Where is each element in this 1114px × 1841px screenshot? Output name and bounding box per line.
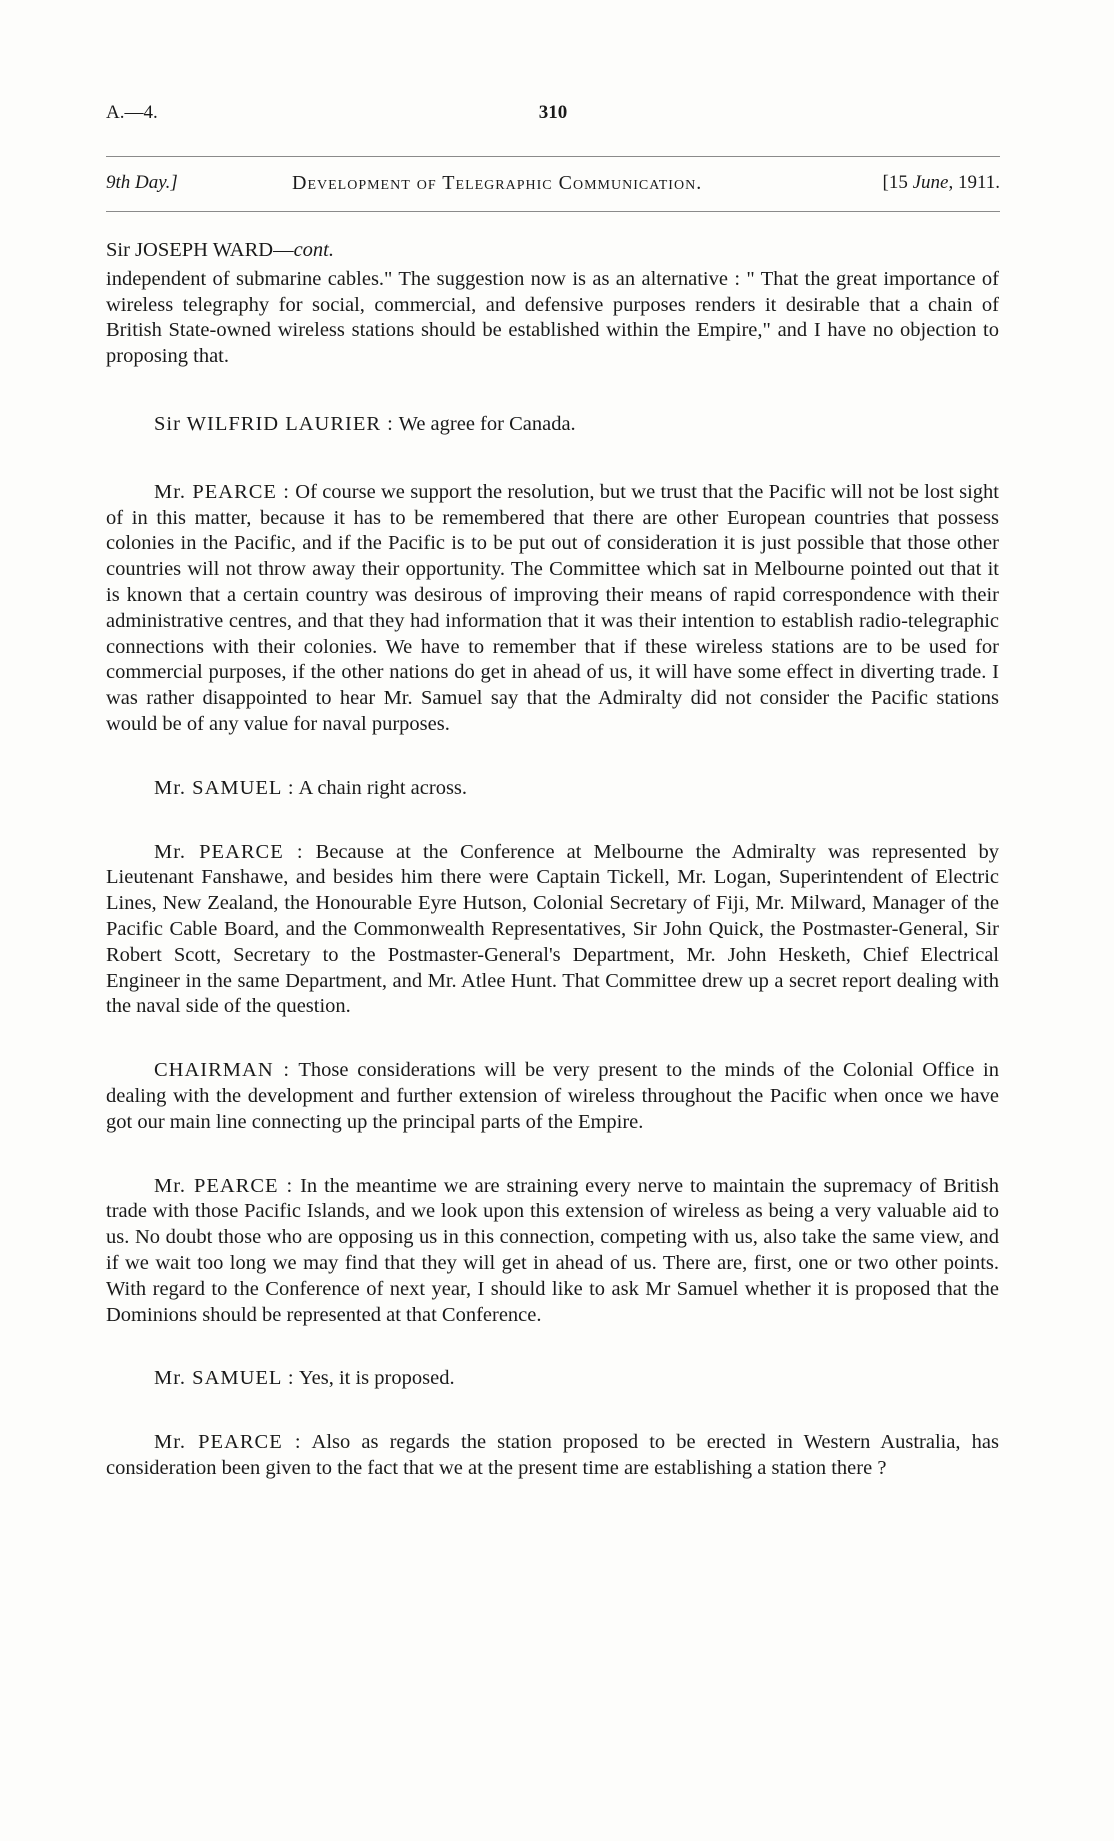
running-title: Development of Telegraphic Communication. [292,172,703,194]
header-rule-bottom [106,211,1000,212]
paragraph-text: Yes, it is proposed. [298,1367,455,1390]
paragraph [106,776,999,802]
speaker-name: Mr. PEARCE : [154,1174,294,1197]
paragraph-text: independent of submarine cables." The suggestion now is as an alternative : " That the great importance of wireless telegraphy for social, commercial, and defensive purposes renders it desirable that a chain of British State-owned wireless stations should be established within the Empire," and I have no objection to proposing that. [106,267,999,368]
paragraph [106,1174,999,1329]
paragraph-text: Those considerations will be very present to the minds of the Colonial Office in dealing with the development and further extension of wireless throughout the Pacific when once we have got our main line connecting up the principal parts of the Empire. [106,1059,999,1133]
paragraph-text: A chain right across. [298,776,468,799]
paragraph [106,1430,999,1482]
paragraph-text: Also as regards the station proposed to be erected in Western Australia, has consideration been given to the fact that we at the present time are establishing a station there ? [106,1431,999,1479]
paragraph-text: We agree for Canada. [398,412,576,435]
paragraph-text: Of course we support the resolution, but we trust that the Pacific will not be lost sight of in this matter, because it has to be remembered that there are other European countries that possess colonies in the Pacific, and if the Pacific is to be put out of consideration it is just possible that those other countries will not throw away their opportunity. The Committee which sat in Melbourne pointed out that it is known that a certain country was desirous of improving their means of rapid correspondence with their administrative centres, and that they had information that it was their intention to establish radio-telegraphic connections with their colonies. We have to remember that if these wireless stations are to be used for commercial purposes, if the other nations do get in ahead of us, it will have some effect in diverting trade. I was rather disappointed to hear Mr. Samuel say that the Admiralty did not consider the Pacific stations would be of any value for naval purposes. [106,480,999,735]
running-header [106,172,1000,200]
day-label: 9th Day.] [106,172,178,193]
continuation-speaker: Sir JOSEPH WARD— [106,239,294,261]
date-month: June [912,172,949,193]
continuation-suffix: cont. [293,239,334,261]
paragraph [106,480,999,738]
speaker-name: Mr. PEARCE : [154,1431,302,1454]
date-prefix: [15 [882,172,913,193]
paragraph-text: Because at the Conference at Melbourne the Admiralty was represented by Lieutenant Fanshawe, and besides him there were Captain Tickell, Mr. Logan, Superintendent of Electric Lines, New Zealand, the Honourable Eyre Hutson, Colonial Secretary of Fiji, Mr. Milward, Manager of the Pacific Cable Board, and the Commonwealth Representatives, Sir John Quick, the Postmaster-General, Sir Robert Scott, Secretary to the Postmaster-General's Department, Mr. John Hesketh, Chief Electrical Engineer in the same Department, and Mr. Atlee Hunt. That Committee drew up a secret report dealing with the naval side of the question. [106,840,1000,1018]
speaker-name: CHAIRMAN : [154,1059,291,1082]
continuation-heading [106,238,999,264]
paragraph [106,1366,999,1392]
paragraph-text: In the meantime we are straining every nerve to maintain the supremacy of British trade with those Pacific Islands, and we look upon this extension of wireless as being a very valuable aid to us. No doubt those who are opposing us in this connection, competing with us, also take the same view, and if we wait too long we may find that they will get in ahead of us. There are, first, one or two other points. With regard to the Conference of next year, I should like to ask Mr Samuel whether it is proposed that the Dominions should be represented at that Conference. [106,1174,1000,1326]
page-number: 310 [538,102,568,123]
speaker-name: Mr. PEARCE : [154,840,304,863]
paper-reference: A.—4. [106,102,158,123]
document-body [106,238,999,1482]
speaker-name: Mr. PEARCE : [154,480,290,503]
speaker-name: Mr. SAMUEL : [154,1367,295,1390]
paragraph [106,840,999,1021]
date-suffix: , 1911. [948,172,1000,193]
header-rule-top [106,156,1000,157]
paragraph [106,1058,999,1135]
speaker-name: Mr. SAMUEL : [154,776,295,799]
paragraph [106,412,999,438]
paragraph [106,267,999,370]
date-label [883,172,1001,194]
speaker-name: Sir WILFRID LAURIER : [154,412,394,435]
